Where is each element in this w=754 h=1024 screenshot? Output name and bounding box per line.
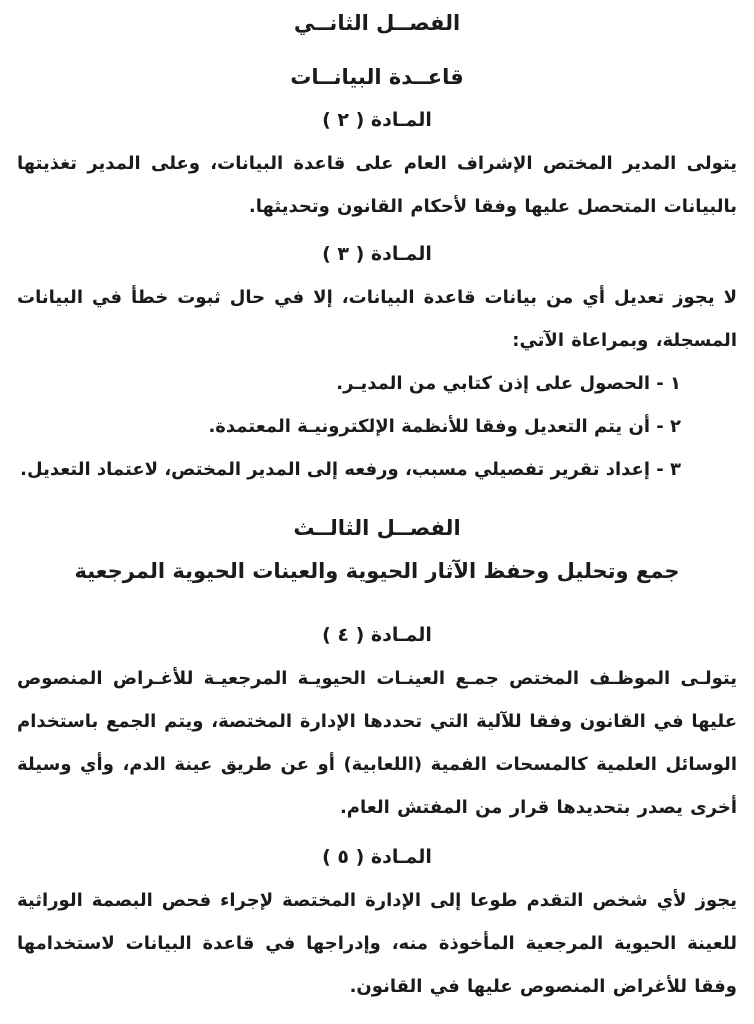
article-3-conditions-list xyxy=(17,362,737,491)
article-3-heading: المـادة ( ٣ ) xyxy=(322,243,432,265)
chapter-two-subtitle: قاعــدة البيانــات xyxy=(290,65,464,89)
chapter-three-title: الفصــل الثالــث xyxy=(293,516,461,540)
article-4-body: يتولـى الموظـف المختص جمـع العينـات الحيويـة المرجعيـة للأغـراض المنصوص عليها في القانون وفقا للآلية التي تحددها الإدارة المختصة، ويتم الجمع باستخدام الوسائل العلمية كالمسحات الفمية (اللعابية) أو عن طريق عينة الدم، وأي وسيلة أخرى يصدر بتحديدها قرار من المفتش العام. xyxy=(17,668,737,818)
article-4-heading: المـادة ( ٤ ) xyxy=(322,624,432,646)
chapter-three-subtitle: جمع وتحليل وحفظ الآثار الحيوية والعينات الحيوية المرجعية xyxy=(74,559,680,583)
article-2-body: يتولى المدير المختص الإشراف العام على قاعدة البيانات، وعلى المدير تغذيتها بالبيانات المتحصل عليها وفقا لأحكام القانون وتحديثها. xyxy=(17,153,737,217)
article-3-item-2: ٢ - أن يتم التعديل وفقا للأنظمة الإلكترونيـة المعتمدة. xyxy=(208,416,681,437)
article-5-body: يجوز لأي شخص التقدم طوعا إلى الإدارة المختصة لإجراء فحص البصمة الوراثية للعينة الحيوية المرجعية المأخوذة منه، وإدراجها في قاعدة البيانات لاستخدامها وفقا للأغراض المنصوص عليها في القانون. xyxy=(17,890,737,997)
article-2-heading: المـادة ( ٢ ) xyxy=(322,109,432,131)
article-3-body: لا يجوز تعديل أي من بيانات قاعدة البيانات، إلا في حال ثبوت خطأ في البيانات المسجلة، وبمراعاة الآتي: xyxy=(17,287,737,351)
chapter-two-title: الفصــل الثانــي xyxy=(293,11,461,35)
article-3-item-1: ١ - الحصول على إذن كتابي من المديـر. xyxy=(336,373,681,394)
article-3-item-3: ٣ - إعداد تقرير تفصيلي مسبب، ورفعه إلى المدير المختص، لاعتماد التعديل. xyxy=(20,459,681,480)
article-5-heading: المـادة ( ٥ ) xyxy=(322,846,432,868)
